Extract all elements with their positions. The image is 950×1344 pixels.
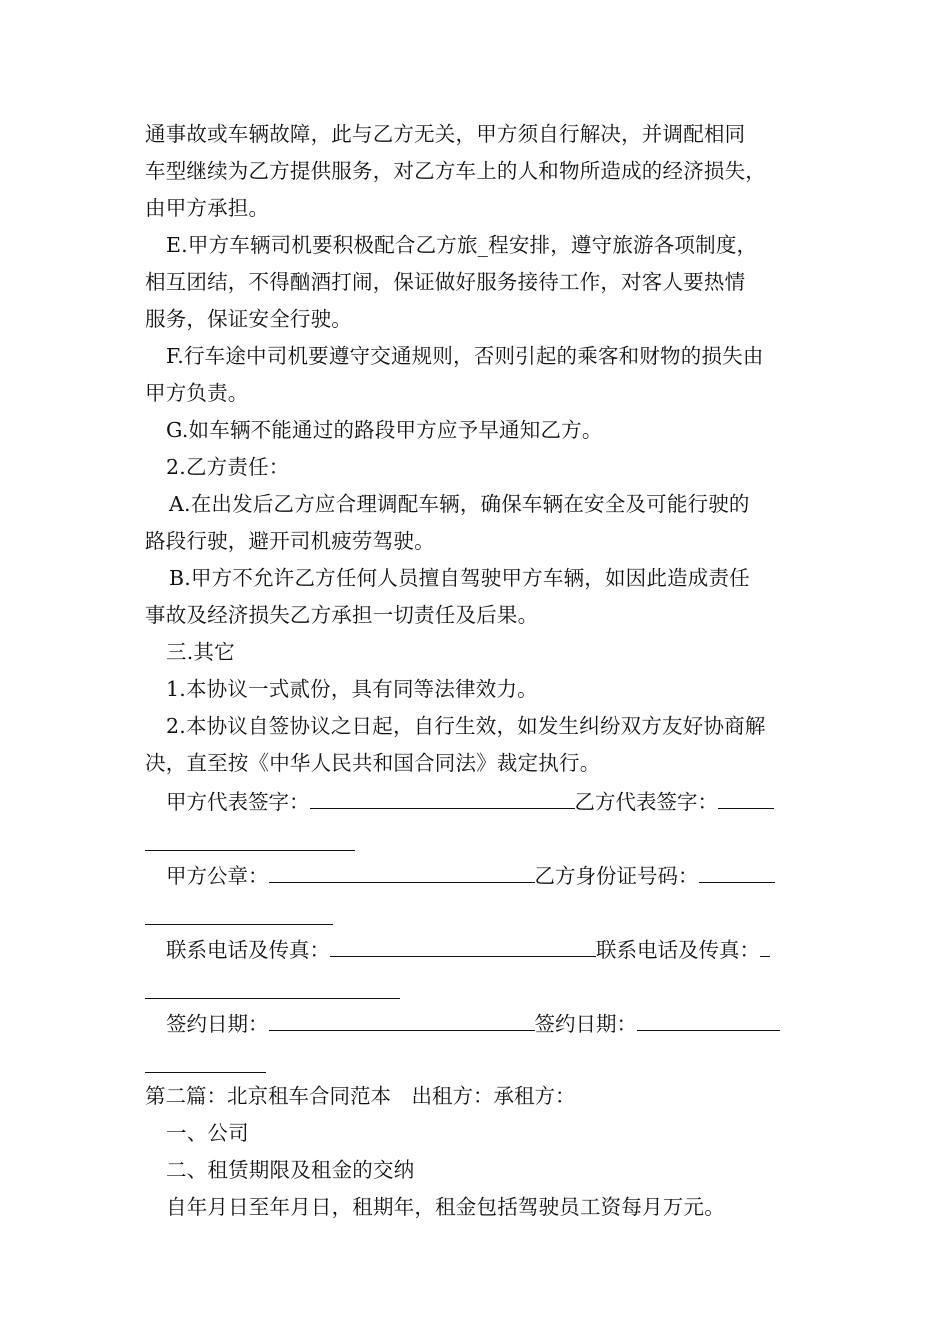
party-a-date-line[interactable]	[269, 1004, 535, 1031]
signature-line-continuation	[145, 819, 810, 856]
clause-f: F.行车途中司机要遵守交通规则，否则引起的乘客和财物的损失由	[166, 344, 764, 368]
signature-line-continuation	[145, 967, 810, 1004]
clause-b: B.甲方不允许乙方任何人员擅自驾驶甲方车辆，如因此造成责任	[169, 566, 750, 590]
party-b-date-label: 签约日期：	[534, 1012, 637, 1036]
section-lease-term: 二、租赁期限及租金的交纳	[166, 1158, 415, 1182]
clause-a: A.在出发后乙方应合理调配车辆，确保车辆在安全及可能行驶的	[169, 492, 750, 516]
lease-term-text: 自年月日至年月日，租期年，租金包括驾驶员工资每月万元。	[166, 1195, 725, 1219]
signature-row-seal	[145, 856, 810, 893]
party-a-seal-line[interactable]	[269, 856, 535, 883]
party-b-contact-line[interactable]	[760, 930, 770, 957]
signature-row-representatives	[145, 782, 810, 819]
party-a-seal-label: 甲方公章：	[166, 864, 269, 888]
party-b-signature-label: 乙方代表签字：	[574, 790, 718, 814]
heading-other: 三.其它	[166, 640, 235, 664]
signature-line-continuation	[145, 893, 810, 930]
signature-row-contact	[145, 930, 810, 967]
signature-line-continuation	[145, 1041, 810, 1078]
party-b-contact-line-continued[interactable]	[145, 972, 400, 999]
text-line: 甲方负责。	[145, 381, 249, 405]
party-a-date-label: 签约日期：	[166, 1012, 269, 1036]
heading-party-b-duties: 2.乙方责任：	[166, 455, 290, 479]
text-line: 决，直至按《中华人民共和国合同法》裁定执行。	[145, 751, 601, 775]
clause-2: 2.本协议自签协议之日起，自行生效，如发生纠纷双方友好协商解	[166, 714, 766, 738]
party-b-id-line[interactable]	[699, 856, 775, 883]
party-b-signature-line-continued[interactable]	[145, 824, 355, 851]
party-b-signature-line[interactable]	[718, 782, 774, 809]
text-line: 事故及经济损失乙方承担一切责任及后果。	[145, 603, 539, 627]
party-a-contact-line[interactable]	[330, 930, 596, 957]
party-a-contact-label: 联系电话及传真：	[166, 938, 330, 962]
party-b-date-line-continued[interactable]	[145, 1046, 266, 1073]
party-b-id-label: 乙方身份证号码：	[534, 864, 699, 888]
party-a-signature-line[interactable]	[310, 782, 575, 809]
text-line: 服务，保证安全行驶。	[145, 307, 352, 331]
clause-1: 1.本协议一式贰份，具有同等法律效力。	[166, 677, 538, 701]
signature-row-date	[145, 1004, 810, 1041]
text-line: 车型继续为乙方提供服务，对乙方车上的人和物所造成的经济损失，	[145, 159, 766, 183]
text-line: 相互团结，不得酗酒打闹，保证做好服务接待工作，对客人要热情	[145, 270, 746, 294]
section-company: 一、公司	[166, 1121, 249, 1145]
clause-e: E.甲方车辆司机要积极配合乙方旅_程安排，遵守旅游各项制度，	[166, 233, 758, 257]
party-a-signature-label: 甲方代表签字：	[166, 790, 310, 814]
text-line: 通事故或车辆故障，此与乙方无关，甲方须自行解决，并调配相同	[145, 122, 746, 146]
party-b-date-line[interactable]	[637, 1004, 780, 1031]
text-line: 由甲方承担。	[145, 196, 270, 220]
text-line: 路段行驶，避开司机疲劳驾驶。	[145, 529, 435, 553]
second-contract-title: 第二篇：北京租车合同范本 出租方：承租方：	[145, 1084, 576, 1108]
document-page	[145, 116, 810, 1226]
clause-g: G.如车辆不能通过的路段甲方应予早通知乙方。	[166, 418, 603, 442]
party-b-contact-label: 联系电话及传真：	[596, 938, 760, 962]
party-b-id-line-continued[interactable]	[145, 898, 333, 925]
